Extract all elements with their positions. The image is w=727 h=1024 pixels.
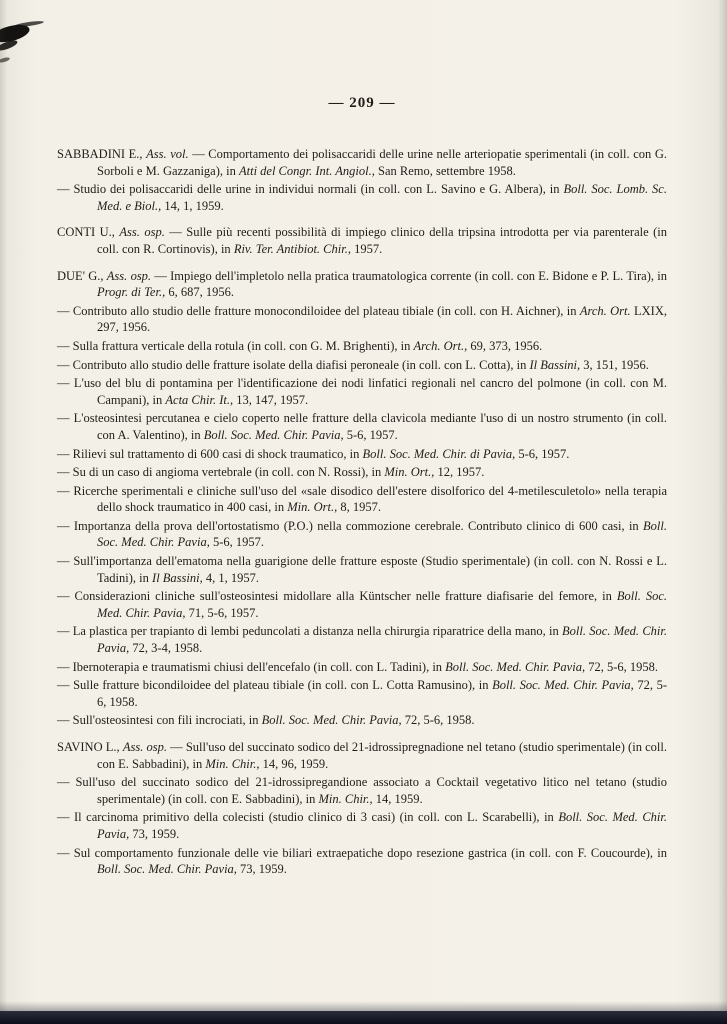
entry-text: 1957. [350, 241, 383, 256]
italic-segment: Boll. Soc. Med. Chir. di Pavia, [362, 446, 516, 461]
entry-text: — Studio dei polisaccaridi delle urine in individui normali (in coll. con L. Savino e G. Albera), in [57, 182, 564, 197]
italic-segment: Min. Chir., [318, 791, 373, 806]
entry-text: 4, 1, 1957. [202, 570, 259, 585]
bibliography-entry [57, 464, 667, 481]
italic-segment: Boll. Soc. Med. Chir. Pavia, [97, 862, 237, 877]
entry-text: 13, 147, 1957. [233, 392, 309, 407]
entry-text: — Considerazioni cliniche sull'osteosintesi midollare alla Küntscher nelle fratture diafisarie del femore, in [57, 589, 617, 604]
italic-segment: Ass. osp. [122, 740, 167, 754]
entry-text: 3, 151, 1956. [580, 357, 649, 372]
entry-text: 72, 5-6, 1958. [97, 678, 667, 709]
entry-text: — Sulle fratture bicondiloidee del plateau tibiale (in coll. con L. Cotta Ramusino), in [57, 678, 493, 693]
scan-bottom-shadow [0, 1001, 727, 1011]
entry-text: 14, 1, 1959. [161, 198, 224, 213]
entry-text: — L'osteosintesi percutanea e cielo coperto nelle fratture della clavicola mediante l'uso di un nostro strumento (in coll. con A. Valentino), in [57, 411, 667, 442]
bibliography-entry [57, 774, 667, 807]
entry-text: — Il carcinoma primitivo della colecisti (studio clinico di 3 casi) (in coll. con L. Scarabelli), in [57, 810, 559, 825]
italic-segment: Boll. Soc. Med. Chir. Pavia, [492, 678, 634, 693]
entry-text: — Impiego dell'impletolo nella pratica traumatologica corrente (in coll. con E. Bidone e P. L. Tira), in [151, 268, 667, 283]
entry-text: — Contributo allo studio delle fratture isolate della diafisi peroneale (in coll. con L. Cotta), in [57, 357, 530, 372]
entry-text: LXIX, 297, 1956. [97, 303, 667, 335]
italic-segment: Arch. Ort. [579, 303, 631, 318]
entry-text: — Sull'importanza dell'ematoma nella guarigione delle fratture esposte (Studio sperimentale) (in coll. con N. Rossi e L. Tadini), in [57, 554, 667, 585]
bibliography-entry [57, 623, 667, 656]
bibliography-entry [57, 268, 667, 301]
italic-segment: Boll. Soc. Med. Chir. Pavia, [97, 518, 667, 550]
entry-text: — Rilievi sul trattamento di 600 casi di shock traumatico, in [57, 446, 363, 461]
bibliography-entry [57, 677, 667, 710]
italic-segment: Riv. Ter. Antibiot. Chir., [233, 241, 351, 256]
entry-text: SAVINO L., [57, 740, 123, 754]
entry-text: — Comportamento dei polisaccaridi delle urine nelle arteriopatie sperimentali (in coll. con G. Sorboli e M. Gazzaniga), in [97, 147, 668, 178]
italic-segment: Il Bassini, [529, 357, 581, 372]
italic-segment: Il Bassini, [152, 570, 203, 585]
entry-text: — Sulle più recenti possibilità di impiego clinico della tripsina introdotta per via parenterale (in coll. con R. Cortinovis), in [97, 225, 667, 256]
entry-text: 69, 373, 1956. [467, 338, 543, 353]
entry-text: 73, 1959. [129, 826, 180, 841]
entry-text: 72, 5-6, 1958. [585, 659, 659, 674]
entry-text: 5-6, 1957. [343, 427, 398, 442]
italic-segment: Ass. osp. [119, 225, 165, 240]
italic-segment: Boll. Soc. Med. Chir. Pavia, [97, 589, 667, 620]
page-number: — 209 — [328, 95, 396, 111]
entry-text: — Sull'uso del succinato sodico del 21-idrossipregnadione nel tetano (studio sperimentale) (in coll. con E. Sabbadini), in [97, 740, 667, 771]
entry-text: CONTI U., [57, 225, 120, 240]
entry-text: — Sull'osteosintesi con fili incrociati, in [57, 713, 262, 728]
entry-text: 6, 687, 1956. [165, 285, 234, 300]
entry-text: 5-6, 1957. [209, 535, 265, 550]
bibliography-entry [57, 146, 667, 179]
bibliography-entry [57, 518, 667, 551]
bibliography-entry [57, 181, 667, 214]
italic-segment: Min. Ort., [384, 465, 435, 480]
bibliography-entry [57, 845, 667, 878]
bibliography-entry [57, 410, 667, 443]
bibliography [57, 146, 667, 878]
italic-segment: Min. Ort., [287, 500, 338, 515]
bibliography-entry [57, 338, 667, 355]
italic-segment: Atti del Congr. Int. Angiol., [238, 163, 375, 178]
bibliography-entry [57, 224, 667, 257]
italic-segment: Arch. Ort., [413, 338, 468, 353]
entry-text: 8, 1957. [337, 500, 381, 515]
italic-segment: Ass. vol. [146, 147, 189, 161]
bibliography-entry [57, 553, 667, 586]
entry-text: 72, 5-6, 1958. [401, 713, 475, 728]
italic-segment: Acta Chir. It., [165, 392, 234, 407]
italic-segment: Ass. osp. [106, 268, 152, 283]
entry-text: — L'uso del blu di pontamina per l'identificazione dei nodi linfatici regionali nel cancro del polmone (in coll. con M. Campani), in [57, 376, 667, 407]
entry-text: DUE' G., [57, 268, 107, 283]
entry-text: — La plastica per trapianto di lembi peduncolati a distanza nella chirurgia riparatrice della mano, in [57, 624, 563, 639]
italic-segment: Boll. Soc. Med. Chir. Pavia, [97, 624, 667, 656]
entry-text: — Importanza della prova dell'ortostatismo (P.O.) nella commozione cerebrale. Contributo clinico di 600 casi, in [57, 518, 644, 533]
bibliography-entry [57, 659, 667, 676]
italic-segment: Boll. Soc. Lomb. Sc. Med. e Biol., [97, 182, 667, 213]
bibliography-entry [57, 809, 667, 842]
bibliography-entry [57, 375, 667, 408]
entry-text: 71, 5-6, 1957. [185, 605, 259, 620]
entry-text: 12, 1957. [434, 465, 485, 480]
entry-text: SABBADINI E., [57, 147, 147, 161]
italic-segment: Boll. Soc. Med. Chir. Pavia, [203, 427, 344, 442]
bibliography-entry [57, 303, 667, 336]
entry-text: — Ibernoterapia e traumatismi chiusi dell'encefalo (in coll. con L. Tadini), in [57, 659, 446, 674]
italic-segment: Progr. di Ter., [97, 285, 166, 300]
bibliography-entry [57, 739, 667, 772]
italic-segment: Boll. Soc. Med. Chir. Pavia, [97, 810, 667, 841]
entry-text: 5-6, 1957. [515, 446, 570, 461]
italic-segment: Boll. Soc. Med. Chir. Pavia, [261, 713, 402, 728]
entry-text: 72, 3-4, 1958. [129, 641, 203, 656]
bibliography-entry [57, 712, 667, 729]
bibliography-entry [57, 357, 667, 374]
italic-segment: Boll. Soc. Med. Chir. Pavia, [445, 659, 586, 674]
page-edge-shadow-left [0, 0, 7, 1024]
entry-text: — Su di un caso di angioma vertebrale (in coll. con N. Rossi), in [57, 465, 385, 480]
italic-segment: Min. Chir., [205, 756, 260, 771]
entry-text: — Sul comportamento funzionale delle vie biliari extraepatiche dopo resezione gastrica (in coll. con F. Coucourde), in [57, 845, 667, 860]
entry-text: — Ricerche sperimentali e cliniche sull'uso del «sale disodico dell'estere disolforico del 4-metilesculetolo» nella terapia dello shock traumatico in 400 casi, in [57, 483, 667, 515]
entry-text: 14, 96, 1959. [259, 756, 329, 771]
scan-bottom-bar [0, 1011, 727, 1024]
entry-text: 14, 1959. [372, 791, 423, 806]
entry-text: — Contributo allo studio delle fratture monocondiloidee del plateau tibiale (in coll. con H. Aichner), in [57, 303, 580, 318]
bibliography-entry [57, 483, 667, 516]
entry-text: — Sulla frattura verticale della rotula (in coll. con G. M. Brighenti), in [57, 338, 414, 353]
page-content [57, 0, 667, 880]
entry-text: — Sull'uso del succinato sodico del 21-idrossipregandione associato a Cocktail vegetativo litico nel tetano (studio sperimentale) (in coll. con E. Sabbadini), in [57, 775, 667, 806]
bibliography-entry [57, 446, 667, 463]
entry-text: San Remo, settembre 1958. [374, 163, 516, 178]
bibliography-entry [57, 588, 667, 621]
page-edge-shadow-right [718, 0, 727, 1024]
entry-text: 73, 1959. [236, 862, 287, 877]
